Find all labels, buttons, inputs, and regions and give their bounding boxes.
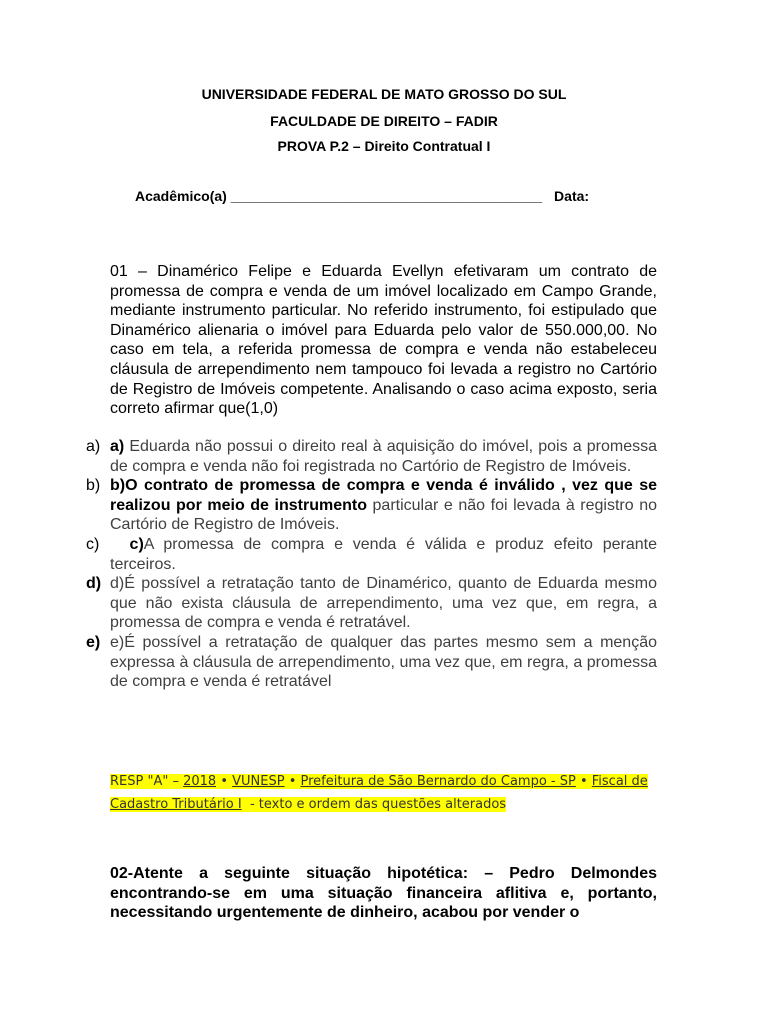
- option-c: [86, 535, 657, 574]
- university-name: UNIVERSIDADE FEDERAL DE MATO GROSSO DO SUL: [201, 86, 567, 102]
- option-a-letter: a): [86, 438, 101, 455]
- option-c-text: A promessa de compra e venda é válida e produz efeito perante terceiros.: [110, 535, 657, 573]
- option-c-prefix: c): [110, 535, 144, 553]
- answer-suffix: - texto e ordem das questões alterados: [241, 797, 507, 812]
- answer-board-link[interactable]: VUNESP: [232, 774, 285, 789]
- student-label: Acadêmico(a): [135, 188, 227, 204]
- student-line: [135, 188, 589, 204]
- question-1-options: [86, 437, 657, 692]
- answer-position-link[interactable]: Fiscal de Cadastro Tributário I: [110, 774, 648, 812]
- option-a-text: Eduarda não possui o direito real à aquisição do imóvel, pois a promessa de compra e venda não foi registrada no Cartório de Registro de Imóveis.: [110, 438, 657, 475]
- option-a: [86, 437, 657, 476]
- option-d: [86, 574, 657, 633]
- answer-year-link[interactable]: 2018: [183, 774, 217, 789]
- option-d-letter: d): [86, 575, 102, 593]
- question-1-text: 01 – Dinamérico Felipe e Eduarda Evellyn efetivaram um contrato de promessa de compra e venda de um imóvel localizado em Campo Grande, mediante instrumento particular. No referido instrumento, foi estipulado que Dinamérico alienaria o imóvel para Eduarda pelo valor de 550.000,00. No caso em tela, a referida promessa de compra e venda não estabeleceu cláusula de arrependimento nem tampouco foi levada a registro no Cartório de Registro de Imóveis competente. Analisando o caso acima exposto, seria correto afirmar que(1,0): [110, 263, 657, 418]
- option-b-letter: b): [86, 477, 101, 495]
- option-b-text: particular e não foi levada à registro no Cartório de Registro de Imóveis.: [110, 496, 657, 534]
- option-e: [86, 633, 657, 692]
- date-label: Data:: [554, 188, 590, 204]
- option-d-text: d)É possível a retratação tanto de Dinamérico, quanto de Eduarda mesmo que não exista cláusula de arrependimento, uma vez que, em regra, a promessa de compra e venda é retratável.: [110, 575, 657, 632]
- answer-sep-2: •: [284, 774, 301, 789]
- student-name-blank: ________________________________________: [230, 188, 543, 204]
- question-2-text: 02-Atente a seguinte situação hipotética: – Pedro Delmondes encontrando-se em uma situação financeira aflitiva e, portanto, necessitando urgentemente de dinheiro, acabou por vender o: [110, 865, 657, 922]
- answer-org-link[interactable]: Prefeitura de São Bernardo do Campo - SP: [300, 774, 576, 789]
- answer-note: [110, 770, 660, 816]
- answer-sep-3: •: [575, 774, 592, 789]
- answer-sep-1: •: [216, 774, 233, 789]
- answer-resp: RESP "A" –: [110, 774, 184, 789]
- option-b-bold-text: b)O contrato de promessa de compra e venda é inválido , vez que se realizou por meio de instrumento: [110, 477, 657, 514]
- option-e-letter: e): [86, 633, 101, 651]
- faculty-name: FACULDADE DE DIREITO – FADIR: [270, 113, 498, 129]
- exam-title: PROVA P.2 – Direito Contratual I: [277, 138, 491, 154]
- option-a-prefix: a): [110, 438, 125, 455]
- option-c-letter: c): [86, 535, 100, 553]
- option-b: [86, 476, 657, 535]
- option-e-text: e)É possível a retratação de qualquer das partes mesmo sem a menção expressa à cláusula de arrependimento, uma vez que, em regra, a promessa de compra e venda é retratável: [110, 633, 657, 691]
